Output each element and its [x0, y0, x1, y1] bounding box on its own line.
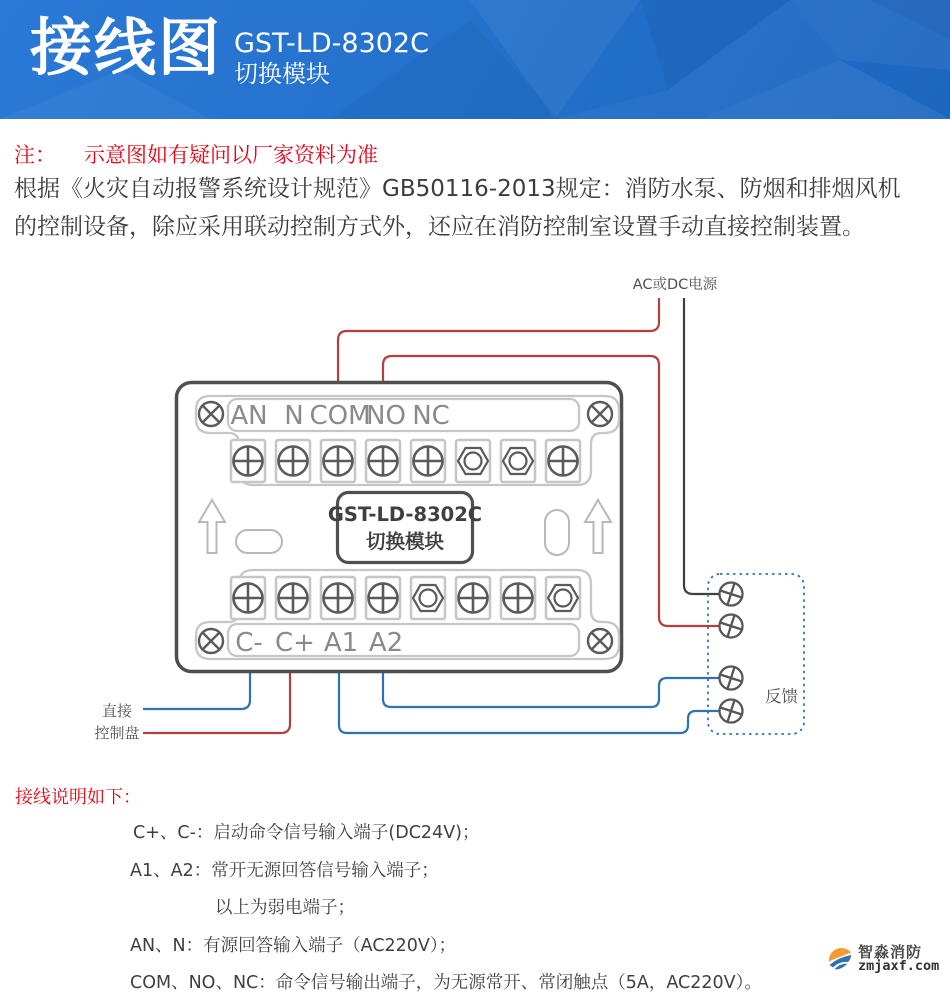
feedback-device [708, 574, 804, 734]
terminal-label-nc: NC [412, 401, 450, 431]
module-type: 切换模块 [365, 530, 445, 553]
explanation-line: COM、NO、NC：命令信号输出端子，为无源常开、常闭触点（5A，AC220V）。 [130, 973, 762, 993]
terminal-label-a1: A1 [323, 628, 359, 658]
disclaimer-note [14, 139, 378, 169]
terminal-label-cminus: C- [235, 628, 263, 658]
module-body [177, 383, 622, 672]
feedback-terminal-icon [717, 580, 745, 608]
wire-cplus-to-panel [143, 671, 290, 733]
logo-name: 智淼消防 [858, 943, 923, 961]
direct-panel-line2: 控制盘 [94, 724, 140, 742]
feedback-terminal-icon [717, 612, 745, 640]
explanation-line: 以上为弱电端子； [215, 898, 355, 918]
direct-panel-label [94, 702, 139, 742]
explanation-line: AN、N：有源回答输入端子（AC220V）； [130, 936, 457, 956]
explanation-heading: 接线说明如下： [15, 787, 141, 808]
terminal-label-n: N [284, 401, 304, 431]
note-prefix: 注： [14, 143, 56, 167]
terminal-label-an: AN [230, 401, 268, 431]
regulation-paragraph [14, 171, 944, 246]
wire-cminus-to-panel [143, 671, 250, 709]
explanation-line: A1、A2：常开无源回答信号输入端子； [130, 861, 439, 881]
feedback-label: 反馈 [765, 687, 798, 706]
explanation-line: C+、C-：启动命令信号输入端子(DC24V)； [133, 823, 480, 843]
feedback-terminal-icon [717, 697, 745, 725]
logo-url: zmjaxf.com [858, 958, 940, 974]
terminal-label-com: COM [309, 401, 371, 431]
terminal-label-a2: A2 [368, 628, 404, 658]
wire-a2-to-feedback [383, 671, 719, 707]
site-logo [824, 941, 946, 977]
feedback-terminal-icon [717, 664, 745, 692]
terminal-label-cplus: C+ [275, 628, 315, 658]
power-source-label: AC或DC电源 [632, 277, 718, 293]
page-title: 接线图 [30, 11, 223, 84]
regulation-line-1: 根据《火灾自动报警系统设计规范》GB50116-2013规定：消防水泵、防烟和排烟风机 [14, 176, 901, 202]
product-model: GST-LD-8302C [234, 28, 429, 59]
regulation-line-2: 的控制设备，除应采用联动控制方式外，还应在消防控制室设置手动直接控制装置。 [14, 213, 865, 240]
wire-power-to-feedback [684, 298, 719, 594]
logo-icon [824, 942, 854, 972]
top-terminal-labels [230, 401, 449, 431]
wire-power-to-com [338, 298, 659, 383]
module-name: GST-LD-8302C [327, 503, 483, 526]
terminal-label-no: NO [366, 401, 406, 431]
page-banner [0, 0, 950, 119]
direct-panel-line1: 直接 [101, 702, 133, 720]
note-text: 示意图如有疑问以厂家资料为准 [84, 143, 378, 167]
product-type: 切换模块 [234, 60, 330, 88]
wiring-diagram [0, 255, 950, 770]
